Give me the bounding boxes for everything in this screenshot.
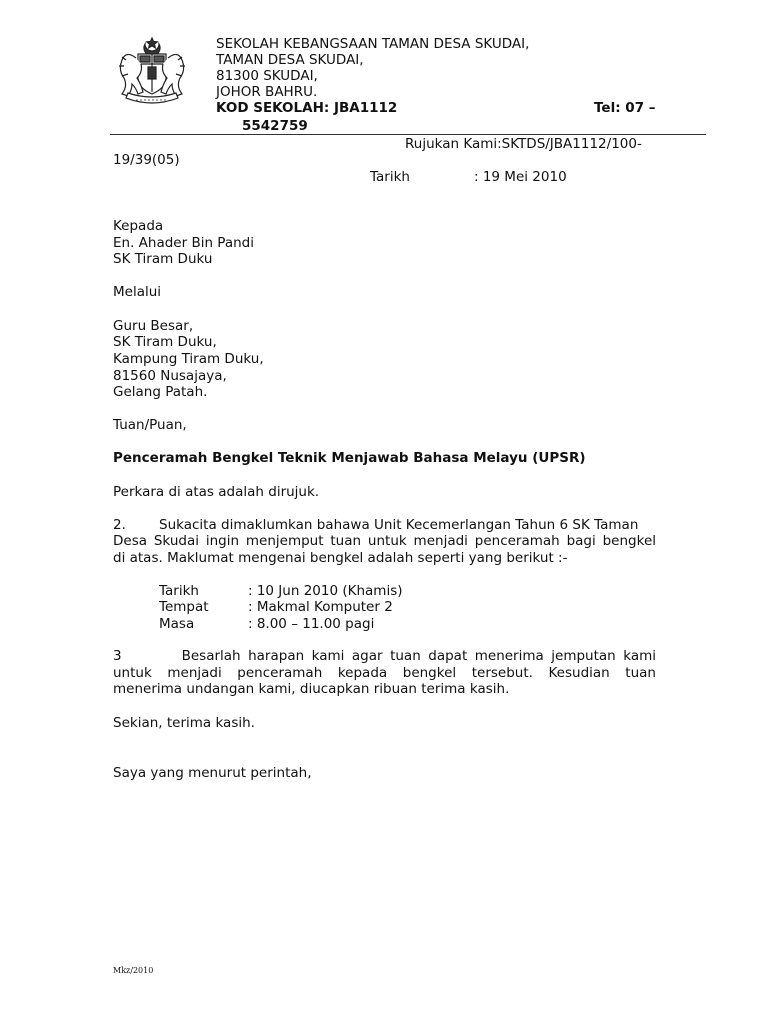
paragraph-3-line: menerima undangan kami, diucapkan ribuan terima kasih. [113,681,510,697]
recipient-school: SK Tiram Duku [113,251,213,267]
telephone-number: 5542759 [242,118,308,134]
date-label: Tarikh [370,169,410,185]
school-name: SEKOLAH KEBANGSAAN TAMAN DESA SKUDAI, [216,36,530,52]
salutation: Tuan/Puan, [113,417,187,433]
via-address-line: Gelang Patah. [113,384,208,400]
address-line-1: TAMAN DESA SKUDAI, [216,52,364,68]
header-divider [110,134,706,135]
closing-thanks: Sekian, terima kasih. [113,715,255,731]
detail-value: : 8.00 – 11.00 pagi [248,616,375,632]
via-label: Melalui [113,284,162,300]
to-label: Kepada [113,218,164,234]
detail-label: Tarikh [159,583,199,599]
paragraph-3-line: 3 Besarlah harapan kami agar tuan dapat menerima jemputan kami [113,648,656,664]
paragraph-2-line: di atas. Maklumat mengenai bengkel adalah seperti yang berikut :- [113,550,568,566]
closing-signoff: Saya yang menurut perintah, [113,765,312,781]
date-value: : 19 Mei 2010 [474,169,567,185]
reference-number: Rujukan Kami:SKTDS/JBA1112/100- [405,136,642,152]
via-address-line: 81560 Nusajaya, [113,368,227,384]
via-address-line: Kampung Tiram Duku, [113,351,264,367]
coat-of-arms-logo [112,34,192,110]
paragraph-3-line: untuk menjadi penceramah kepada bengkel tersebut. Kesudian tuan [113,665,656,681]
telephone-label: Tel: 07 – [594,100,656,116]
detail-label: Masa [159,616,195,632]
paragraph-2-line: Desa Skudai ingin menjemput tuan untuk menjadi penceramah bagi bengkel [113,533,656,549]
reference-number-continuation: 19/39(05) [113,152,180,168]
paragraph-number: 2. [113,517,126,533]
recipient-name: En. Ahader Bin Pandi [113,235,254,251]
address-line-3: JOHOR BAHRU. [216,84,318,100]
subject-heading: Penceramah Bengkel Teknik Menjawab Bahasa Melayu (UPSR) [113,450,586,466]
paragraph-2-line: Sukacita dimaklumkan bahawa Unit Kecemerlangan Tahun 6 SK Taman [159,517,639,533]
via-address-line: Guru Besar, [113,318,194,334]
intro-paragraph: Perkara di atas adalah dirujuk. [113,484,320,500]
school-code: KOD SEKOLAH: JBA1112 [216,100,398,116]
detail-label: Tempat [159,599,209,615]
via-address-line: SK Tiram Duku, [113,334,217,350]
detail-value: : 10 Jun 2010 (Khamis) [248,583,403,599]
footer-code: Mkz/2010 [113,966,154,975]
address-line-2: 81300 SKUDAI, [216,68,318,84]
detail-value: : Makmal Komputer 2 [248,599,393,615]
